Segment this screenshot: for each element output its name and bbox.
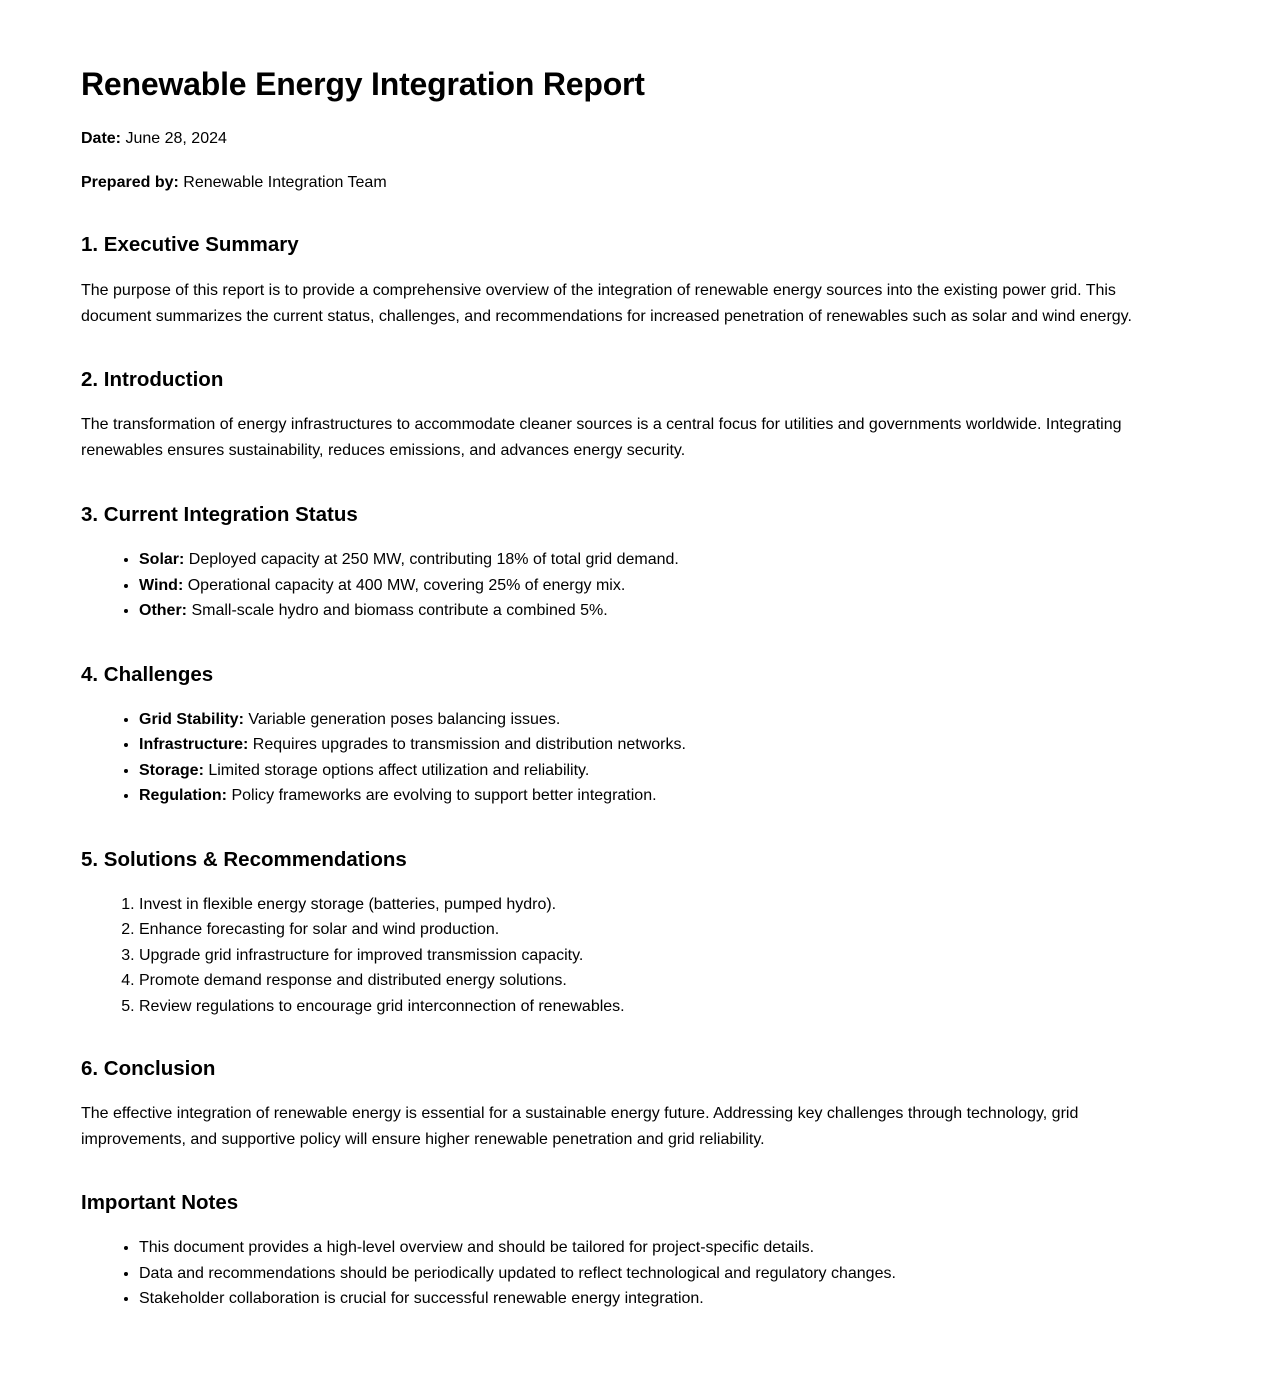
- section-heading-status: 3. Current Integration Status: [81, 503, 358, 526]
- conclusion-text: The effective integration of renewable energy is essential for a sustainable energy future. Addressing key challenges through technology, grid improvements, and supportive policy will ensure higher renewable penetration and grid reliability.: [81, 1105, 1079, 1148]
- section-heading-executive-summary: 1. Executive Summary: [81, 233, 299, 256]
- status-list: [81, 547, 1181, 624]
- introduction-text: The transformation of energy infrastructures to accommodate cleaner sources is a central focus for utilities and governments worldwide. Integrating renewables ensures sustainability, reduces emissions, and advances energy security.: [81, 416, 1122, 459]
- list-item: 3. Upgrade grid infrastructure for improved transmission capacity.: [139, 943, 1181, 969]
- item-label: Infrastructure:: [139, 736, 249, 753]
- challenges-list: [81, 707, 1181, 809]
- item-text: Deployed capacity at 250 MW, contributing 18% of total grid demand.: [184, 551, 679, 568]
- item-label: Solar:: [139, 551, 185, 568]
- notes-list: [81, 1235, 1181, 1312]
- section-heading-important-notes: Important Notes: [81, 1191, 239, 1214]
- item-text: Variable generation poses balancing issues.: [243, 710, 561, 728]
- item-text: Policy frameworks are evolving to support better integration.: [227, 787, 657, 804]
- item-text: Limited storage options affect utilization and reliability.: [203, 761, 590, 779]
- list-item: 1. Invest in flexible energy storage (batteries, pumped hydro).: [139, 892, 1181, 918]
- list-item: • This document provides a high-level overview and should be tailored for project-specific details.: [139, 1235, 1181, 1261]
- section-heading-challenges: 4. Challenges: [81, 662, 214, 686]
- list-item: [139, 758, 1181, 784]
- solutions-list: [81, 892, 1181, 1020]
- item-text: Requires upgrades to transmission and distribution networks.: [248, 736, 686, 753]
- section-heading-conclusion: 6. Conclusion: [81, 1057, 216, 1080]
- list-item: [139, 707, 1181, 733]
- executive-summary-text: The purpose of this report is to provide a comprehensive overview of the integration of renewable energy sources into the existing power grid. This document summarizes the current status, challenges, and recommendations for increased penetration of renewables such as solar and wind energy.: [81, 282, 1132, 325]
- prepared-label: Prepared by:: [81, 174, 179, 191]
- list-item: 4. Promote demand response and distributed energy solutions.: [139, 968, 1181, 994]
- item-label: Regulation:: [139, 787, 227, 804]
- section-heading-solutions: 5. Solutions & Recommendations: [81, 847, 407, 871]
- page-title: Renewable Energy Integration Report: [81, 66, 645, 102]
- report-author: [81, 173, 1181, 193]
- item-text: Operational capacity at 400 MW, covering 25% of energy mix.: [183, 576, 626, 594]
- item-label: Grid Stability:: [139, 710, 244, 728]
- report-date: [81, 129, 1181, 149]
- list-item: • Data and recommendations should be periodically updated to reflect technological and regulatory changes.: [139, 1261, 1181, 1287]
- prepared-value: Renewable Integration Team: [183, 174, 387, 191]
- section-heading-introduction: 2. Introduction: [81, 368, 224, 391]
- list-item: 5. Review regulations to encourage grid interconnection of renewables.: [139, 994, 1181, 1020]
- item-label: Wind:: [139, 576, 184, 594]
- list-item: [139, 573, 1181, 599]
- list-item: • Stakeholder collaboration is crucial for successful renewable energy integration.: [139, 1286, 1181, 1312]
- date-label: Date:: [81, 130, 122, 147]
- list-item: [139, 732, 1181, 758]
- list-item: [139, 783, 1181, 809]
- list-item: 2. Enhance forecasting for solar and wind production.: [139, 917, 1181, 943]
- date-value: June 28, 2024: [125, 130, 227, 147]
- item-label: Storage:: [139, 761, 204, 779]
- item-label: Other:: [139, 602, 187, 619]
- list-item: [139, 547, 1181, 573]
- list-item: [139, 598, 1181, 624]
- item-text: Small-scale hydro and biomass contribute a combined 5%.: [187, 602, 608, 619]
